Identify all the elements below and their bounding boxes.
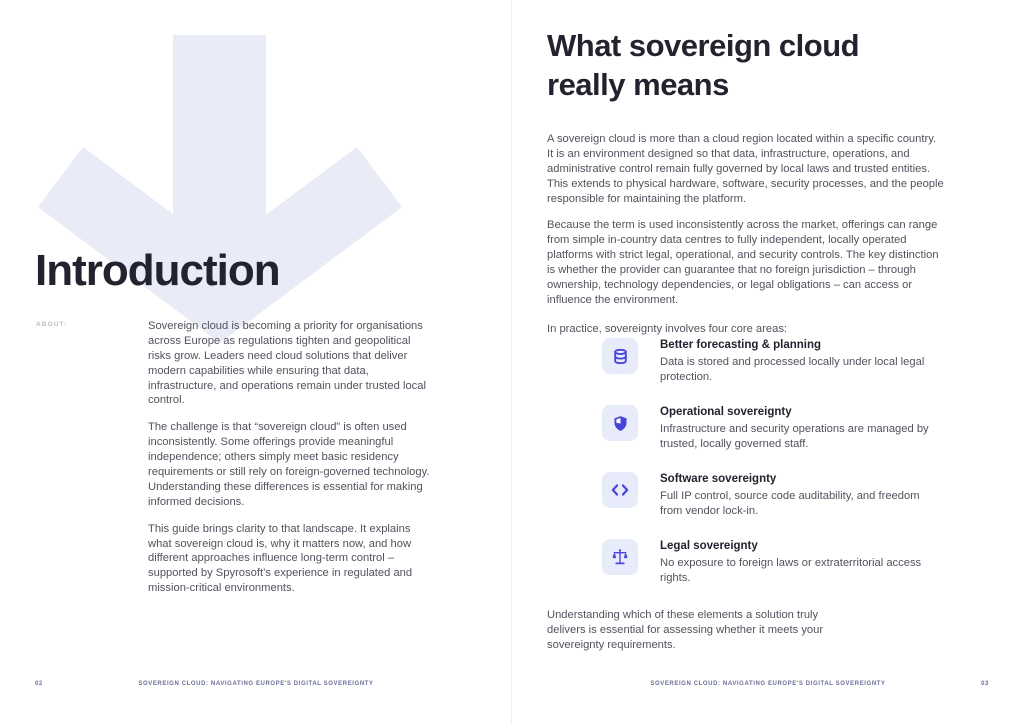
right-page-number: 03 — [981, 681, 989, 687]
right-page-title — [547, 26, 859, 104]
shield-icon — [612, 415, 629, 432]
item-description: Infrastructure and security operations are managed by trusted, locally governed staff. — [660, 423, 929, 450]
right-title-line-2: really means — [547, 67, 729, 103]
lead-in-line: In practice, sovereignty involves four core areas: — [547, 322, 788, 335]
left-paragraph-2: The challenge is that “sovereign cloud” is often used inconsistently. Some offerings provide meaningful independence; others simply meet basic residency requirements or still rely on foreign-governed technology. Understanding these differences is essential for making informed decisions. — [148, 421, 430, 508]
item-title: Operational sovereignty — [660, 406, 792, 419]
left-page-footer — [0, 681, 512, 691]
left-body-copy — [148, 319, 434, 608]
left-page-title: Introduction — [35, 246, 280, 295]
icon-tile — [602, 338, 638, 374]
right-paragraph-1: A sovereign cloud is more than a cloud region located within a specific country. It is an environment designed so that data, infrastructure, operations, and administrative control remain fully governed by local laws and trusted entities. This extends to physical hardware, software, security processes, and the people responsible for maintaining the platform. — [547, 133, 944, 205]
sovereignty-areas-list — [602, 338, 947, 607]
icon-tile — [602, 472, 638, 508]
right-page-footer — [512, 681, 1024, 691]
item-text — [660, 338, 940, 384]
left-paragraph-3: This guide brings clarity to that landscape. It explains what sovereign cloud is, why it matters now, and how different approaches influence long-term control – supported by Spyrosoft’s experience in regulated and mission-critical environments. — [148, 522, 413, 595]
about-kicker: ABOUT: — [36, 321, 68, 328]
database-icon — [612, 348, 629, 365]
list-item — [602, 472, 947, 518]
item-text — [660, 472, 940, 518]
page-seam-divider — [511, 0, 512, 724]
item-title: Software sovereignty — [660, 473, 777, 486]
item-title: Legal sovereignty — [660, 540, 758, 553]
right-running-title: SOVEREIGN CLOUD: NAVIGATING EUROPE'S DIGITAL SOVEREIGNTY — [650, 681, 886, 687]
icon-tile — [602, 539, 638, 575]
right-paragraph-2: Because the term is used inconsistently across the market, offerings can range from simple in-country data centres to fully independent, locally operated platforms with strict legal, operational, and security controls. The key distinction is whether the provider can guarantee that no foreign jurisdiction – through ownership, technology dependencies, or legal obligations – can access or influence the environment. — [547, 219, 939, 306]
down-arrow-graphic — [35, 35, 405, 345]
item-title: Better forecasting & planning — [660, 339, 822, 351]
scales-icon — [611, 548, 629, 566]
right-page — [512, 0, 1024, 724]
code-brackets-icon — [611, 482, 629, 498]
item-description: No exposure to foreign laws or extraterritorial access rights. — [660, 557, 922, 584]
list-item — [602, 405, 947, 451]
item-description: Full IP control, source code auditability, and freedom from vendor lock-in. — [660, 490, 920, 517]
right-title-line-1: What sovereign cloud — [547, 28, 860, 63]
right-body-copy — [547, 132, 945, 349]
item-text — [660, 405, 940, 451]
item-description: Data is stored and processed locally under local legal protection. — [660, 356, 925, 383]
left-page-number: 02 — [35, 681, 43, 687]
list-item — [602, 338, 947, 384]
left-paragraph-1: Sovereign cloud is becoming a priority for organisations across Europe as regulations tighten and geopolitical risks grow. Leaders need cloud solutions that deliver modern capabilities while ensuring that data, infrastructure, and operations remain under trusted local control. — [148, 320, 426, 407]
left-running-title: SOVEREIGN CLOUD: NAVIGATING EUROPE'S DIGITAL SOVEREIGNTY — [138, 681, 374, 687]
list-item — [602, 539, 947, 585]
icon-tile — [602, 405, 638, 441]
closing-paragraph: Understanding which of these elements a solution truly delivers is essential for assessing whether it meets your sovereignty requirements. — [547, 609, 824, 652]
item-text — [660, 539, 940, 585]
